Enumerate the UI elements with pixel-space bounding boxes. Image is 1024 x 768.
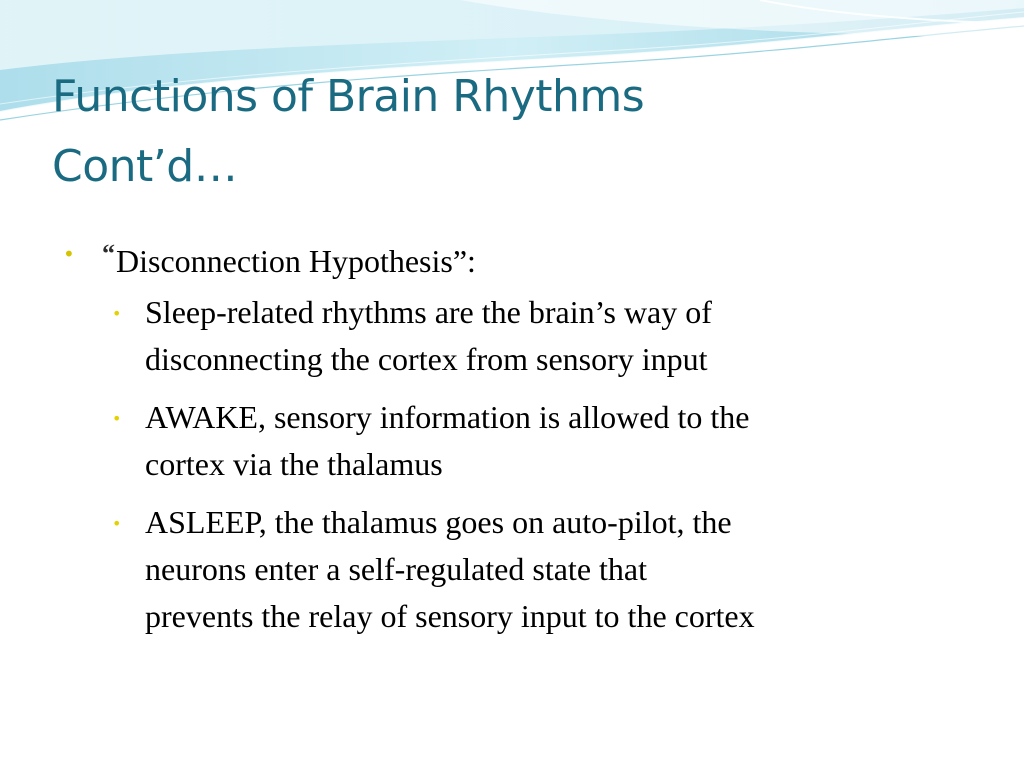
sub-point-line: ASLEEP, the thalamus goes on auto-pilot, the	[145, 504, 732, 540]
sub-bullet-icon: •	[112, 514, 122, 533]
main-point	[102, 232, 476, 283]
sub-point-line: cortex via the thalamus	[145, 446, 443, 482]
sub-point-1	[145, 289, 985, 383]
slide-title-line-2: Cont’d…	[52, 141, 238, 192]
sub-point-line: prevents the relay of sensory input to the cortex	[145, 598, 755, 634]
sub-point-2	[145, 394, 985, 488]
sub-point-line: Sleep-related rhythms are the brain’s way of	[145, 294, 712, 330]
sub-point-line: AWAKE, sensory information is allowed to the	[145, 399, 750, 435]
main-point-text: Disconnection Hypothesis”:	[116, 243, 476, 279]
sub-point-3	[145, 499, 985, 640]
bullet-icon: •	[63, 242, 75, 266]
sub-bullet-icon: •	[112, 304, 122, 323]
sub-point-line: disconnecting the cortex from sensory input	[145, 341, 708, 377]
main-point-open-quote: “	[102, 239, 115, 268]
sub-point-line: neurons enter a self-regulated state that	[145, 551, 647, 587]
slide-title-line-1: Functions of Brain Rhythms	[52, 71, 645, 122]
sub-bullet-icon: •	[112, 409, 122, 428]
